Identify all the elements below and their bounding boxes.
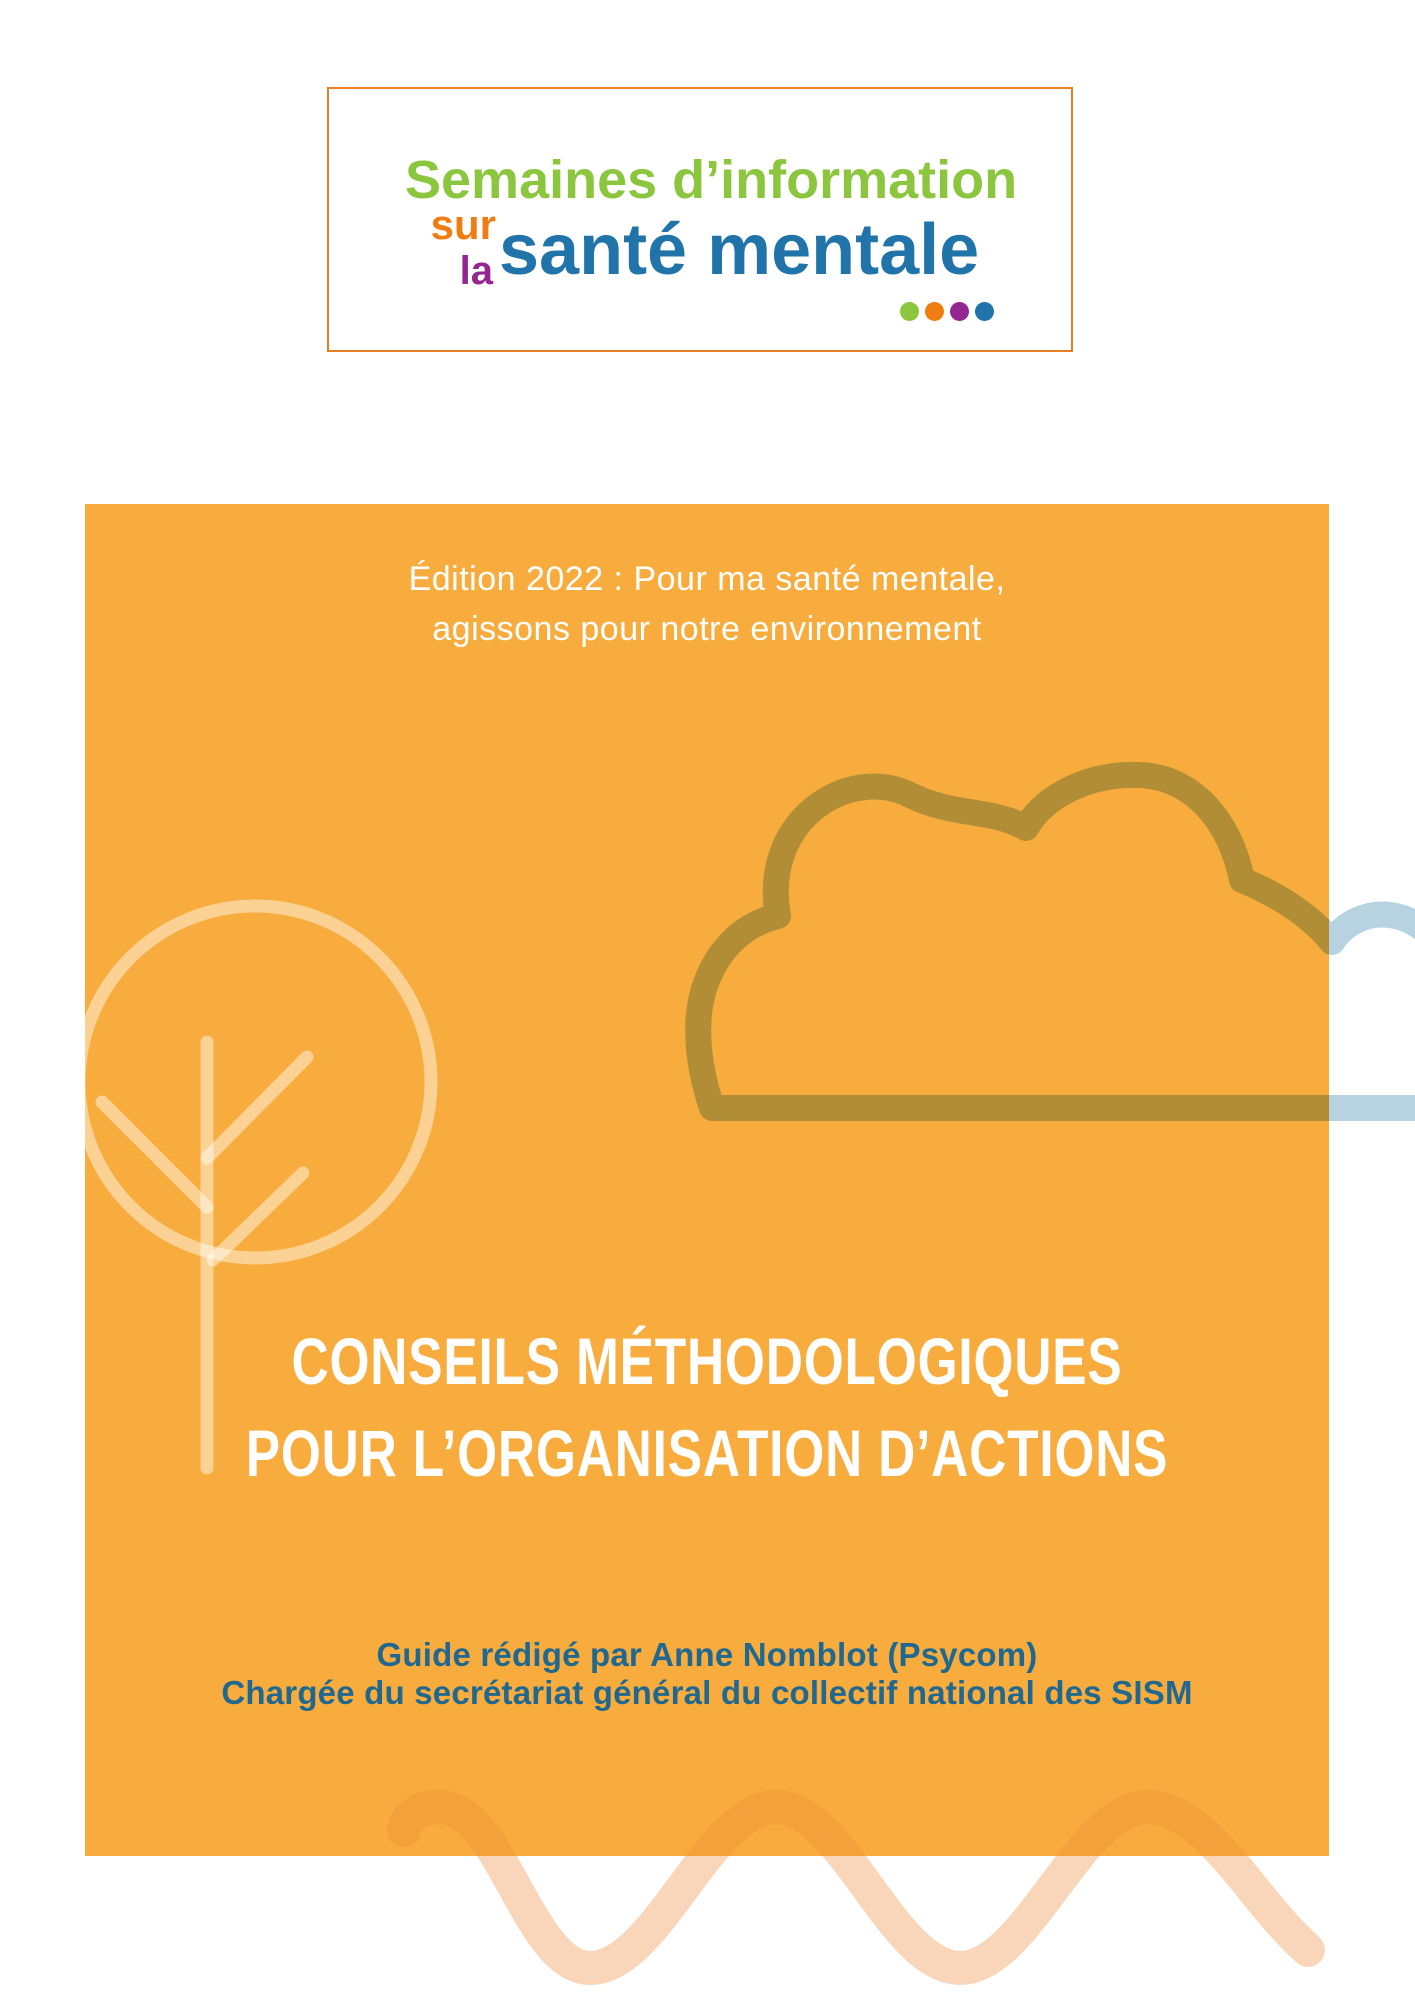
logo-text-sante-mentale: santé mentale [499, 210, 980, 290]
edition-line-2: agissons pour notre environnement [432, 610, 982, 648]
edition-line-1: Édition 2022 : Pour ma santé mentale, [408, 560, 1006, 598]
logo-dot-purple [950, 302, 969, 321]
logo-text-semaines: Semaines d’information [405, 150, 1018, 210]
title-line-2: POUR L’ORGANISATION D’ACTIONS [245, 1416, 1169, 1490]
logo-dot-orange [925, 302, 944, 321]
credits [85, 1636, 1329, 1712]
sism-logo-box [327, 87, 1073, 352]
title-line-1: CONSEILS MÉTHODOLOGIQUES [291, 1324, 1123, 1398]
credits-line-1: Guide rédigé par Anne Nomblot (Psycom) [376, 1636, 1038, 1673]
logo-dot-green [900, 302, 919, 321]
edition-banner [85, 554, 1329, 654]
cover-title [222, 1315, 1192, 1499]
logo-dots-icon [900, 302, 994, 321]
credits-line-2: Chargée du secrétariat général du collectif national des SISM [221, 1674, 1193, 1711]
logo-text-la: la [459, 249, 493, 293]
logo-text-sur: sur [430, 201, 496, 248]
logo-dot-blue [975, 302, 994, 321]
